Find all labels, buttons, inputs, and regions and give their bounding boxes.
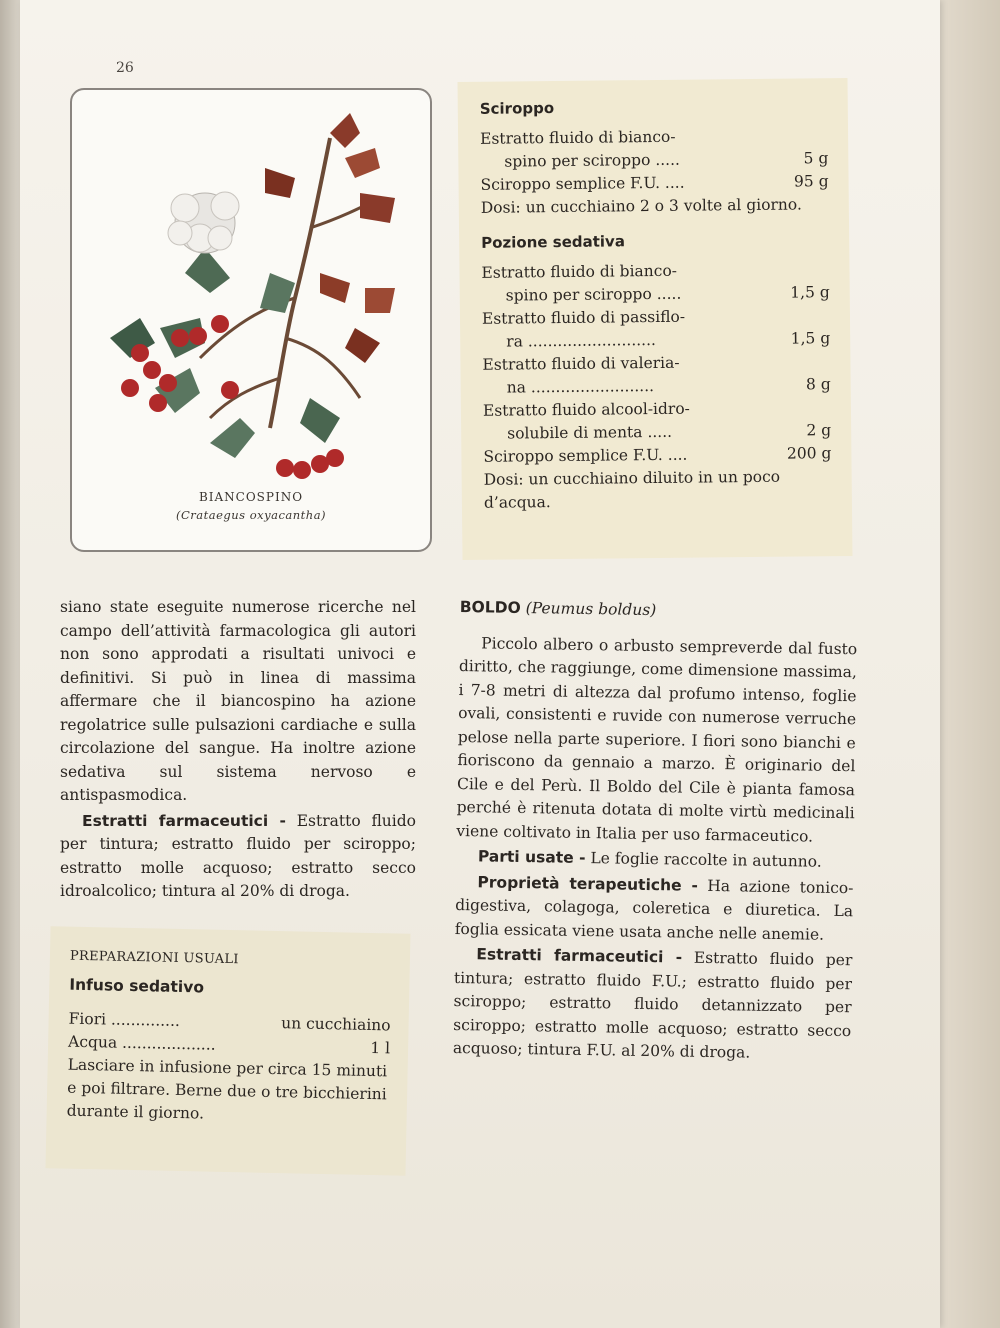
pozione-dosi: Dosi: un cucchiaino diluito in un poco d’acqua. — [483, 467, 781, 512]
recipe-line-value: un cucchiaino — [281, 1014, 391, 1035]
paragraph — [455, 870, 854, 947]
plate-common-name: BIANCOSPINO — [198, 490, 304, 504]
pozione-title: Pozione sedativa — [481, 232, 626, 252]
recipe-line-label: Estratto fluido di valeria- — [482, 353, 680, 374]
recipe-line-label: solubile di menta ..... — [507, 422, 673, 443]
recipe-line-label: Acqua ................... — [67, 1032, 216, 1054]
book-page — [20, 0, 940, 1328]
parti-text: Le foglie raccolte in autunno. — [585, 849, 822, 871]
recipe-line-label: Estratto fluido di bianco- — [481, 261, 678, 282]
preparazioni-box — [46, 926, 411, 1175]
recipe-line-label: Sciroppo semplice F.U. .... — [480, 173, 685, 194]
boldo-title: BOLDO — [459, 597, 521, 617]
boldo-heading — [460, 596, 858, 626]
recipe-line-label: Fiori .............. — [68, 1009, 181, 1030]
parti-label: Parti usate - — [477, 847, 586, 868]
recipe-line-value: 200 g — [786, 444, 832, 463]
paragraph: siano state eseguite numerose ricerche nel campo dell’attività farmacologica gli autori non sono approdati a risultati univoci e definitivi. Si può in linea di massima affermare che il biancospino ha azione regolatrice sulle pulsazioni cardiache e sulla circolazione del sangue. Ha inoltre azione sedativa sul sistema nervoso e antispasmodica. — [60, 598, 416, 804]
boldo-latin-name: (Peumus boldus) — [525, 599, 657, 620]
recipe-line-value: 1,5 g — [790, 283, 830, 302]
page-number: 26 — [116, 60, 134, 76]
plate-latin-name: (Crataegus oxyacantha) — [175, 508, 327, 522]
recipe-line-label: Sciroppo semplice F.U. .... — [483, 445, 688, 466]
recipe-line-label: spino per sciroppo ..... — [505, 284, 682, 305]
paragraph — [60, 810, 416, 904]
paragraph — [456, 845, 854, 875]
recipe-line-value: 1 l — [370, 1038, 391, 1058]
recipe-line-label: ra .......................... — [506, 330, 657, 351]
proprieta-text: Ha azione tonico-digestiva, colagoga, coleretica e diuretica. La foglia essicata viene usata anche nelle anemie. — [454, 876, 854, 944]
sciroppo-title: Sciroppo — [479, 99, 555, 118]
right-text-column — [453, 596, 858, 1069]
recipe-line-value: 8 g — [805, 375, 831, 394]
hawthorn-illustration — [80, 98, 426, 488]
recipe-line-value: 2 g — [806, 421, 832, 440]
recipe-line-label: Estratto fluido di bianco- — [480, 127, 676, 148]
sciroppo-dosi: Dosi: un cucchiaino 2 o 3 volte al giorno. — [480, 195, 802, 217]
recipe-line-label: spino per sciroppo ..... — [504, 150, 681, 171]
recipe-line-value: 95 g — [793, 172, 829, 191]
infuso-title: Infuso sedativo — [69, 975, 205, 997]
estratti-text: Estratto fluido per tintura; estratto fluido F.U.; estratto fluido per sciroppo; estratto fluido detannizzato per sciroppo; estratto molle acquoso; estratto secco acquoso; tintura F.U. al 20% di droga. — [452, 948, 853, 1062]
hawthorn-illustration-plate — [70, 88, 432, 552]
estratti-label: Estratti farmaceutici - — [82, 811, 286, 830]
left-text-column — [60, 596, 416, 906]
infuso-instructions: Lasciare in infusione per circa 15 minuti e poi filtrare. Berne due o tre bicchierini durante il giorno. — [66, 1055, 388, 1123]
proprieta-label: Proprietà terapeutiche - — [477, 872, 699, 895]
recipe-box-top — [458, 78, 853, 560]
paragraph: Piccolo albero o arbusto sempreverde dal fusto diritto, che raggiunge, come dimensione massima, i 7-8 metri di altezza dal profumo intenso, foglie ovali, consistenti e ruvide con numerose verruche pelose nella parte superiore. I fiori sono bianchi e fioriscono da gennaio a marzo. È originario del Cile e del Perù. Il Boldo del Cile è pianta famosa perché è ritenuta dotata di molte virtù medicinali viene coltivato in Italia per uso farmaceutico. — [456, 633, 858, 846]
estratti-label: Estratti farmaceutici - — [476, 945, 683, 967]
preparazioni-header: PREPARAZIONI USUALI — [69, 948, 239, 968]
estratti-text: Estratto fluido per tintura; estratto fluido per sciroppo; estratto molle acquoso; estratto secco idroalcolico; tintura al 20% di droga. — [60, 811, 416, 900]
recipe-line-label: Estratto fluido di passiflo- — [481, 307, 686, 328]
paragraph — [453, 943, 853, 1067]
recipe-line-value: 5 g — [803, 149, 829, 168]
recipe-line-label: Estratto fluido alcool-idro- — [482, 399, 690, 420]
recipe-line-label: na ......................... — [506, 377, 655, 397]
recipe-line-value: 1,5 g — [790, 329, 831, 348]
